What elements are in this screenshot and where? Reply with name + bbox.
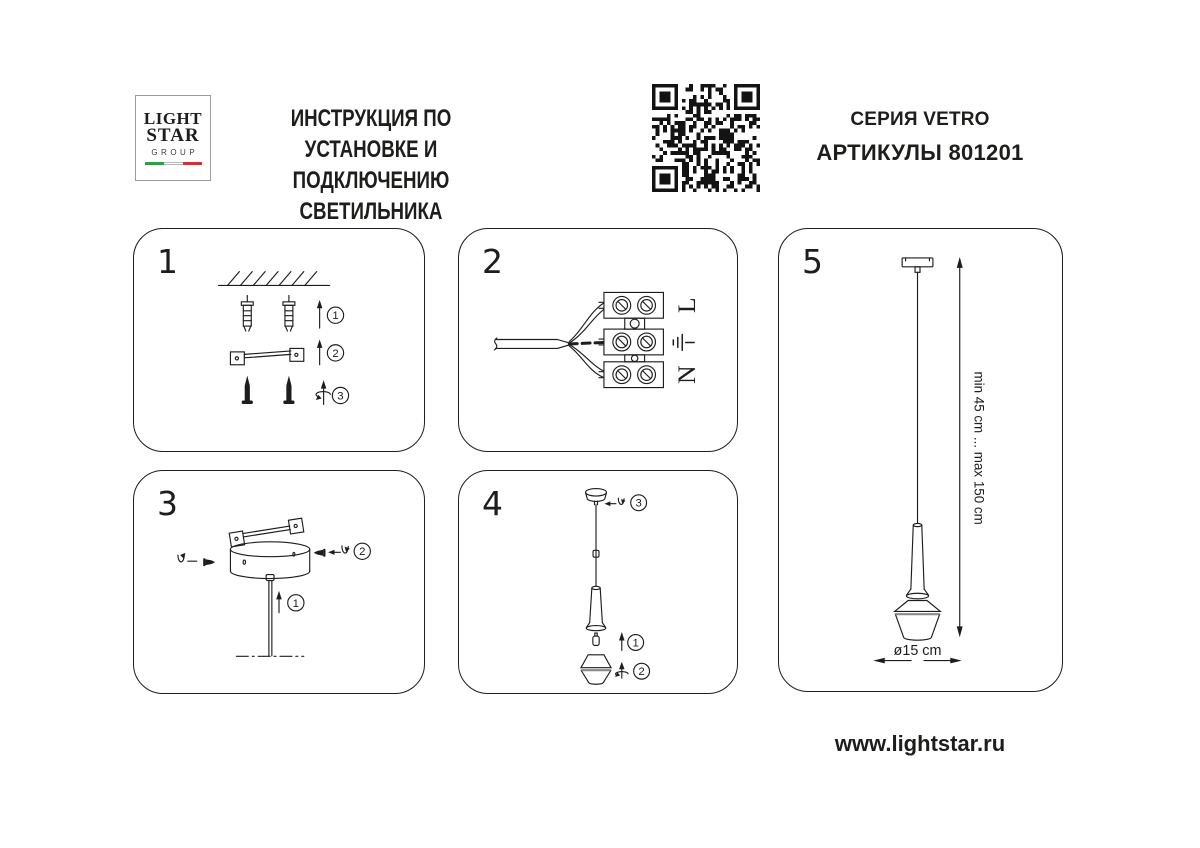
arrow-up-icon: [317, 340, 323, 365]
logo-word-group: GROUP: [151, 148, 199, 157]
svg-text:2: 2: [359, 546, 366, 559]
arrow-up-icon: [317, 300, 323, 328]
mounting-bracket-icon: [229, 518, 305, 547]
qr-code: [652, 84, 760, 192]
logo-word-light: LIGHT: [143, 109, 203, 128]
wall-anchor-icon: [283, 295, 295, 331]
terminal-block-icon: [599, 292, 663, 387]
page-title: [242, 103, 499, 227]
step2-drawing: [459, 229, 737, 451]
flag-green: [145, 162, 164, 165]
screw-icon: [203, 558, 215, 566]
flag-red: [183, 162, 202, 165]
panel-number: 1: [157, 242, 178, 281]
diameter-dimension-arrow: [873, 643, 961, 663]
canopy-icon: [586, 489, 607, 505]
panel-number: 5: [802, 242, 823, 281]
mounting-bracket-icon: [230, 348, 303, 364]
ground-symbol-icon: [673, 335, 694, 351]
diameter-label: ø15 cm: [893, 643, 942, 660]
lamp-shade-icon: [581, 655, 611, 684]
step-badge: [327, 345, 343, 361]
logo-word-star: STAR: [146, 125, 200, 146]
panel-number: 2: [482, 242, 503, 281]
step-badge: [288, 595, 304, 611]
page-title-line2: ПОДКЛЮЧЕНИЮ СВЕТИЛЬНИКА: [292, 167, 450, 225]
qr-code-pattern: [652, 84, 760, 192]
step-badge: [354, 543, 370, 559]
svg-text:1: 1: [632, 637, 639, 650]
panel-step-4: [458, 470, 738, 694]
screw-icon: [242, 376, 253, 404]
step5-drawing: [779, 229, 1062, 691]
italian-flag-bar: [145, 162, 202, 165]
glass-tube-icon: [906, 523, 928, 598]
terminal-label-neutral: N: [672, 365, 702, 384]
panel-step-3: [133, 470, 425, 694]
arrow-up-icon: [276, 591, 282, 613]
lightstar-logo: [135, 95, 211, 181]
screw-icon: [314, 549, 326, 557]
product-info: [790, 109, 1050, 166]
article-label: АРТИКУЛЫ 801201: [816, 140, 1024, 165]
svg-text:3: 3: [337, 390, 344, 403]
svg-text:3: 3: [635, 497, 642, 510]
step-badge: [631, 495, 647, 511]
canopy-icon: [230, 542, 309, 581]
arrow-up-icon: [619, 632, 625, 650]
rotate-arrow-icon: [604, 498, 625, 506]
series-label: СЕРИЯ VETRO: [850, 109, 990, 130]
step4-drawing: [459, 471, 737, 693]
panel-step-5: [778, 228, 1063, 692]
panel-step-1: [133, 228, 425, 452]
panel-number: 4: [482, 484, 503, 523]
step-badge: [327, 307, 343, 323]
step1-drawing: [134, 229, 424, 451]
canopy-icon: [902, 258, 933, 272]
step-badge: [634, 663, 650, 679]
page-title-line1: ИНСТРУКЦИЯ ПО УСТАНОВКЕ И: [290, 105, 452, 163]
step-badge: [332, 387, 348, 403]
rotate-arrow-icon: [615, 662, 628, 678]
panel-step-2: [458, 228, 738, 452]
screw-icon: [283, 376, 294, 404]
rotate-arrow-icon: [328, 546, 350, 555]
lamp-socket-icon: [593, 633, 599, 645]
height-range-label: min 45 cm ... max 150 cm: [971, 371, 987, 525]
website-url: www.lightstar.ru: [834, 731, 1006, 756]
flag-white: [164, 162, 183, 165]
rotate-arrow-icon: [178, 553, 197, 562]
suspension-wire: [269, 581, 272, 656]
svg-text:2: 2: [332, 347, 339, 360]
panel-number: 3: [157, 484, 178, 523]
wall-anchor-icon: [241, 295, 253, 331]
step3-drawing: [134, 471, 424, 693]
ceiling-hatch-icon: [219, 272, 330, 286]
svg-text:2: 2: [638, 666, 645, 679]
glass-tube-icon: [586, 586, 605, 630]
svg-text:1: 1: [292, 597, 300, 610]
terminal-label-live: L: [672, 297, 702, 314]
height-dimension-arrow: [957, 257, 987, 637]
step-badge: [628, 635, 644, 651]
lamp-shade-icon: [895, 601, 941, 641]
suspension-wire: [593, 505, 599, 586]
svg-text:1: 1: [332, 310, 339, 323]
power-cable-icon: [494, 303, 604, 378]
rotate-arrow-icon: [316, 380, 330, 404]
